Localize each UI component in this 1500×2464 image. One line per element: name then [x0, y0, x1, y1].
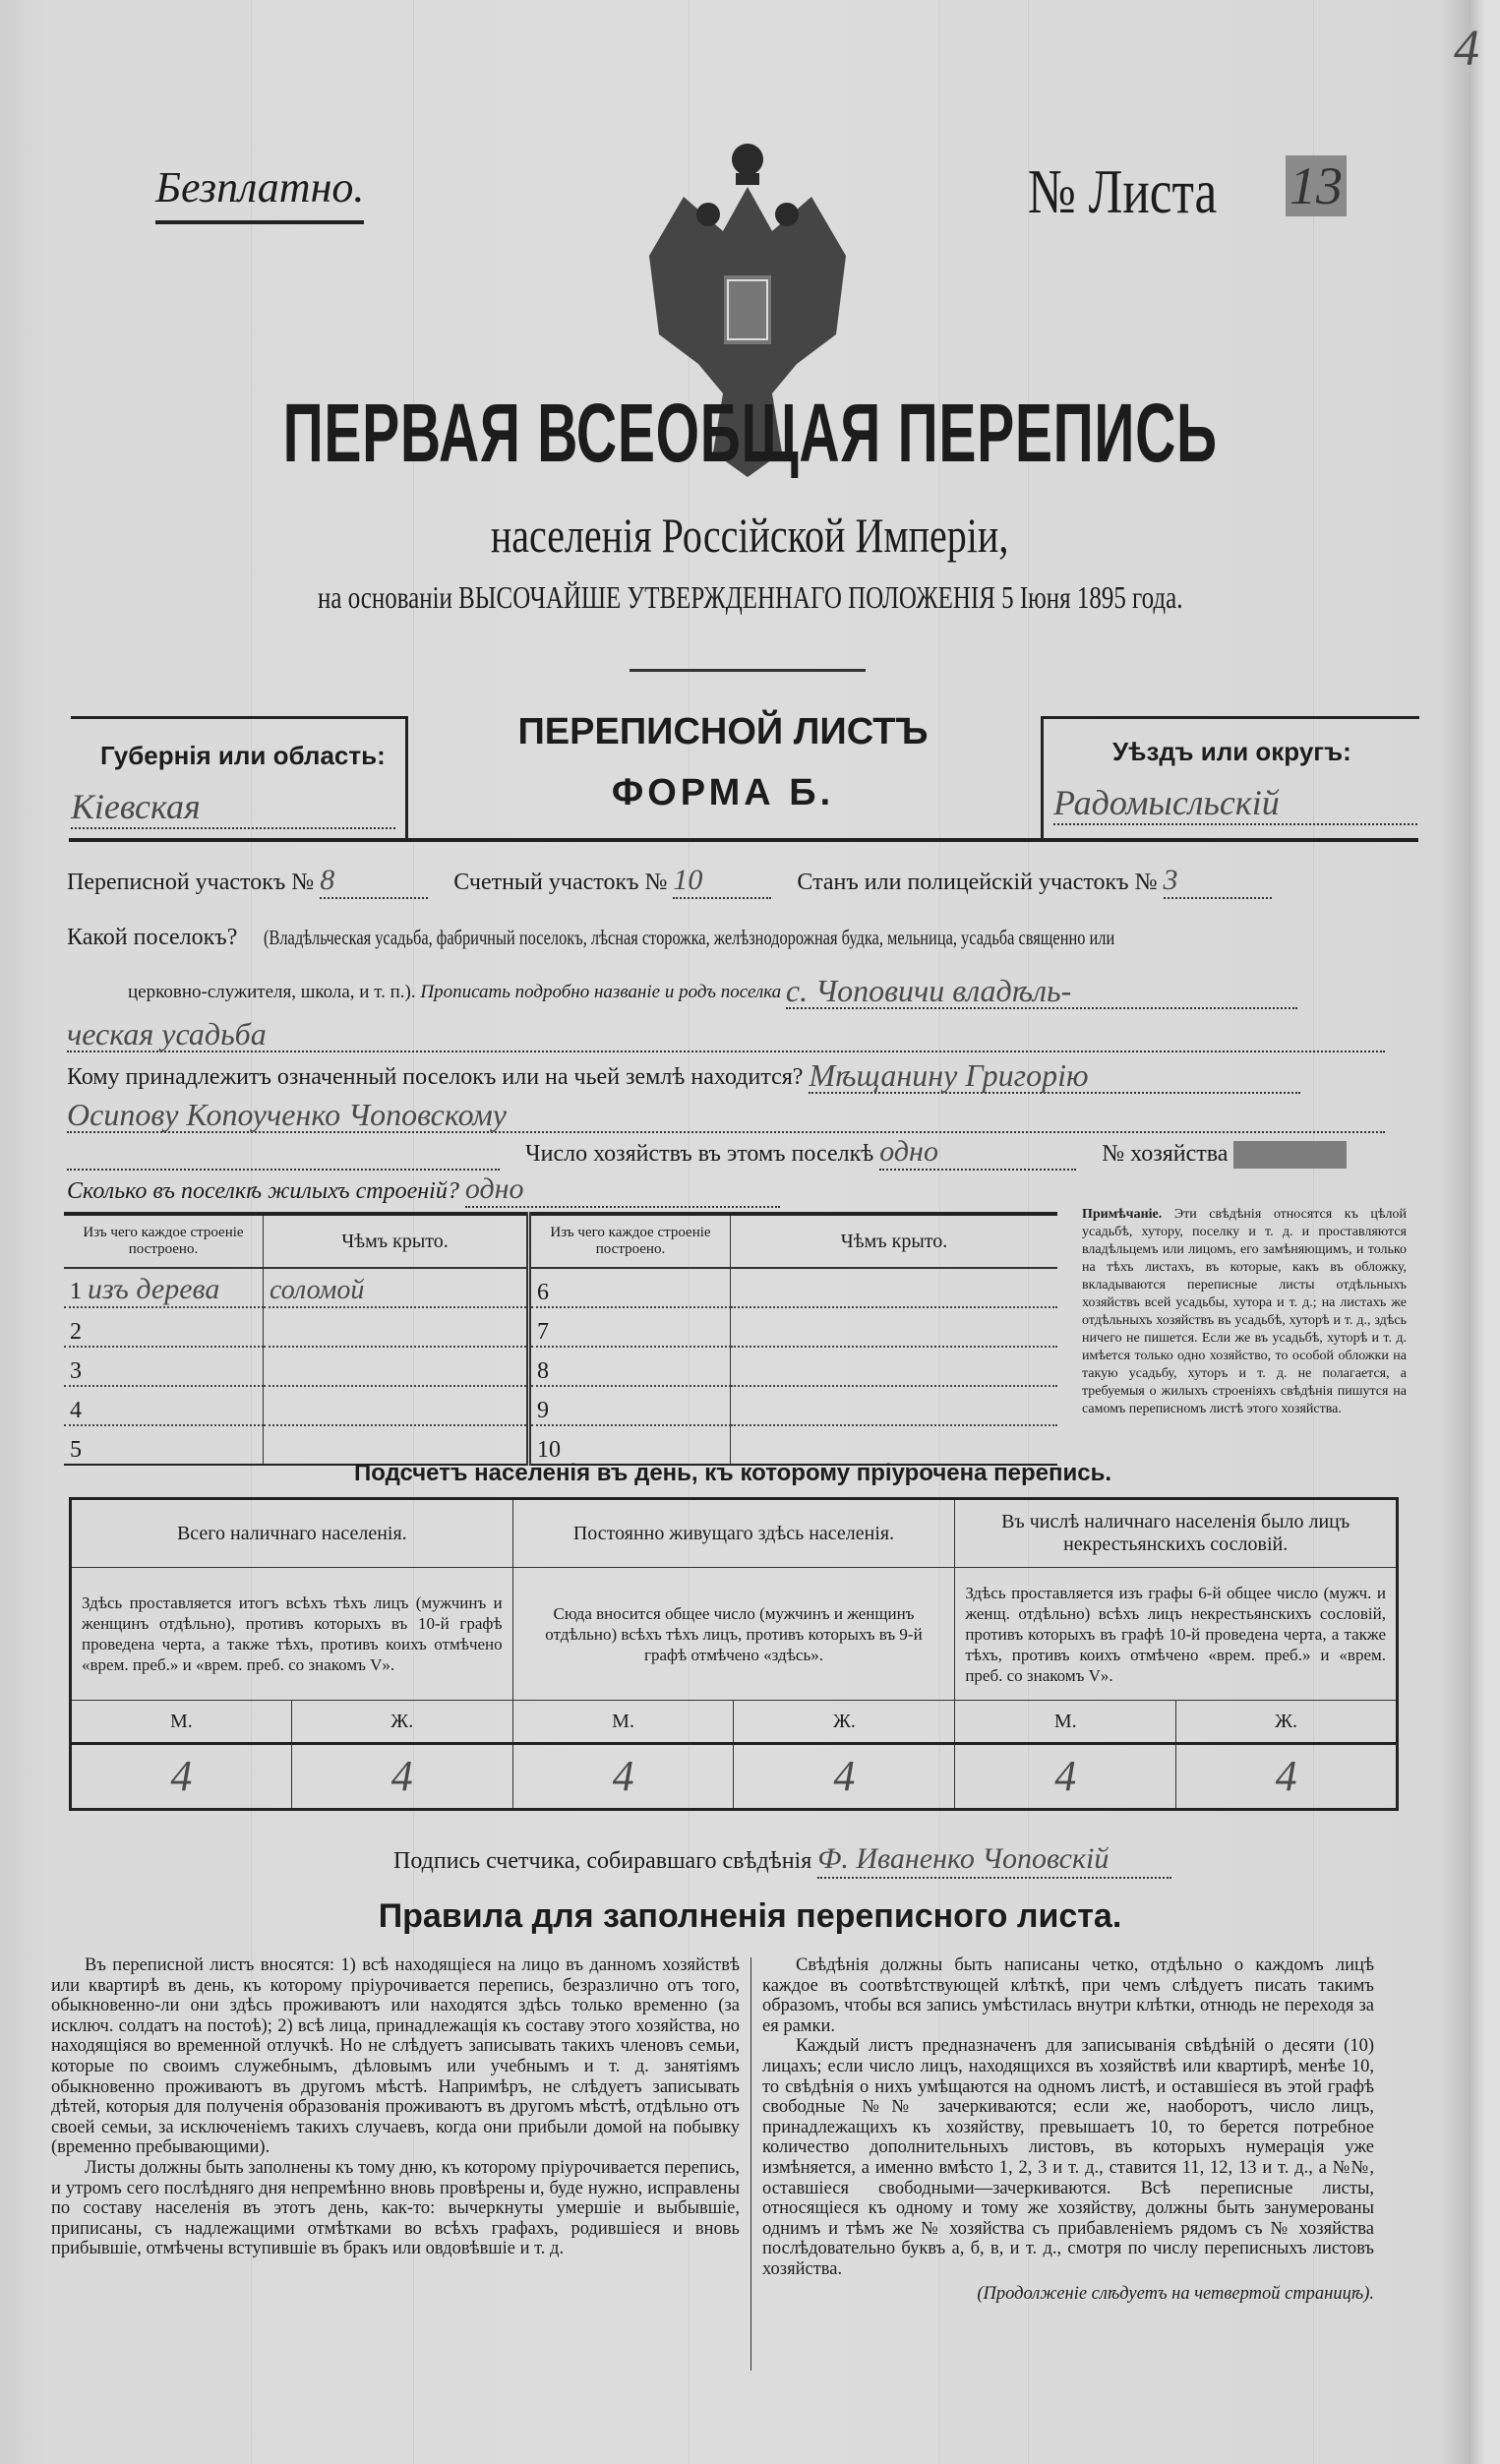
female-count: 4	[291, 1744, 512, 1810]
rules-paragraph: Въ переписной листъ вносятся: 1) всѣ находящіеся на лицо въ данномъ хозяйствѣ или квартирѣ въ день, къ которому пріурочивается перепись, безразлично отъ того, обыкновенно-ли они здѣсь проживаютъ или находятся здѣсь только временно (за исключ. солдатъ на постоѣ); 2) всѣ лица, принадлежащія къ составу этого хозяйства, но находящіяся во временной отлучкѣ. Но не слѣдуетъ записывать такихъ членовъ семьи, которые по своимъ служебнымъ, дѣловымъ или учебнымъ и т. д. занятіямъ обыкновенно проживаютъ въ другомъ мѣстѣ. Напримѣръ, не слѣдуетъ записывать дѣтей, которыя для полученія образованія проживаютъ въ другомъ мѣстѣ, отдѣльно отъ своей семьи, за исключеніемъ такихъ случаевъ, когда они прибыли домой на побывку (временно пребывающими).	[51, 1955, 740, 2158]
rules-paragraph: Свѣдѣнія должны быть написаны четко, отдѣльно о каждомъ лицѣ каждое въ соотвѣтствующей клѣткѣ, при чемъ слѣдуетъ писать такимъ образомъ, чтобы вся запись умѣстилась внутри клѣтки, отнюдь не переходя за ея рамки.	[762, 1955, 1374, 2036]
male-count: 4	[955, 1744, 1176, 1810]
female-header: Ж.	[291, 1701, 512, 1744]
rules-right-column	[762, 1955, 1374, 2304]
group-description: Здѣсь проставляется изъ графы 6-й общее число (мужч. и женщ. отдѣльно) всѣхъ лицъ некрестьянскихъ сословій, противъ которыхъ въ графѣ 10-й проведена черта, а также тѣхъ, противъ коихъ отмѣчено «врем. преб.» и «врем. преб. со знакомъ V».	[955, 1568, 1398, 1701]
gubernia-label: Губернія или область:	[100, 741, 386, 770]
row-number: 5	[64, 1425, 264, 1465]
male-header: М.	[71, 1701, 292, 1744]
row-number: 6	[529, 1268, 731, 1307]
group-description: Сюда вносится общее число (мужчинъ и женщинъ отдѣльно) всѣхъ тѣхъ лицъ, противъ которыхъ въ 9-й графѣ отмѣчено «здѣсь».	[512, 1568, 955, 1701]
settlement-row	[67, 921, 1115, 954]
settlement-row-2	[128, 974, 1297, 1007]
district-row	[67, 864, 1272, 897]
uezd-value: Радомысльскій	[1053, 782, 1417, 825]
owner-value-continued: Осипову Копоученко Чоповскому	[67, 1098, 1385, 1133]
population-title: Подсчетъ населенія въ день, къ которому пріурочена перепись.	[354, 1460, 1111, 1486]
table-row	[64, 1347, 1057, 1386]
row-number: 4	[64, 1386, 264, 1425]
female-count: 4	[734, 1744, 955, 1810]
settlement-label: Какой поселокъ?	[67, 925, 238, 950]
male-header: М.	[512, 1701, 734, 1744]
owner-label: Кому принадлежитъ означенный поселокъ или на чьей землѣ находится?	[67, 1064, 804, 1090]
divider	[69, 838, 1418, 842]
households-row	[67, 1135, 1347, 1169]
signature-row	[393, 1841, 1171, 1879]
building-material: изъ дерева	[88, 1273, 220, 1305]
settlement-row-3	[67, 1017, 1385, 1051]
table-row	[64, 1425, 1057, 1465]
settlement-instruction: Прописать подробно названіе и родъ поселка	[420, 982, 782, 1002]
household-number-redacted	[1233, 1141, 1347, 1169]
dwellings-label: Сколько въ поселкѣ жилыхъ строеній?	[67, 1178, 459, 1204]
row-number: 9	[529, 1386, 731, 1425]
corner-page-number: 4	[1454, 21, 1479, 77]
row-number: 3	[64, 1347, 264, 1386]
owner-value: Мѣщанину Григорію	[809, 1058, 1300, 1094]
dwellings-row	[67, 1172, 780, 1206]
settlement-value: с. Чоповичи владѣль-	[786, 974, 1297, 1009]
divider	[630, 669, 866, 672]
group-header: Въ числѣ наличнаго населенія было лицъ некрестьянскихъ сословій.	[955, 1499, 1398, 1568]
male-header: М.	[955, 1701, 1176, 1744]
households-value: одно	[879, 1135, 1076, 1171]
free-label: Безплатно.	[155, 162, 364, 224]
table-row	[64, 1386, 1057, 1425]
gubernia-value: Кіевская	[71, 786, 395, 829]
note	[1082, 1206, 1407, 1418]
population-table	[69, 1497, 1399, 1811]
rules-title: Правила для заполненія переписного листа.	[378, 1897, 1122, 1935]
table-row	[64, 1268, 1057, 1307]
continued-note: (Продолженіе слѣдуетъ на четвертой страницѣ).	[977, 2283, 1374, 2304]
female-count: 4	[1176, 1744, 1398, 1810]
row-number: 8	[529, 1347, 731, 1386]
column-header: Изъ чего каждое строеніе построено.	[64, 1214, 264, 1268]
signature-label: Подпись счетчика, собиравшаго свѣдѣнія	[393, 1848, 812, 1874]
rules-paragraph: Каждый листъ предназначенъ для записыванія свѣдѣній о десяти (10) лицахъ; если число лицъ, находящихся въ хозяйствѣ или квартирѣ, менѣе 10, то свѣдѣнія о нихъ умѣщаются на одномъ листѣ, и оставшіеся въ этой графѣ свободные №№ зачеркиваются; если же, наоборотъ, число лицъ, принадлежащихъ къ хозяйству, превышаетъ 10, то берется потребное количество дополнительныхъ листовъ, въ которыхъ нумерація уже измѣняется, а именно вмѣсто 1, 2, 3 и т. д., ставится 11, 12, 13 и т. д., а №№, оставшіеся свободными—зачеркиваются. Всѣ переписные листы, относящіеся къ одному и тому же хозяйству, должны быть занумерованы однимъ и тѣмъ же № хозяйства съ прибавленіемъ рядомъ съ № хозяйства послѣдовательно буквъ а, б, в, и т. д., смотря по числу переписныхъ листовъ хозяйства.	[762, 2036, 1374, 2279]
police-district-value: 3	[1164, 864, 1272, 899]
row-number: 2	[64, 1307, 264, 1347]
uezd-label: Уѣздъ или округъ:	[1112, 737, 1351, 766]
column-header: Чѣмъ крыто.	[731, 1214, 1058, 1268]
blank-line	[67, 1169, 500, 1171]
rules-left-column	[51, 1955, 740, 2259]
row-number: 1	[70, 1279, 82, 1304]
female-header: Ж.	[734, 1701, 955, 1744]
roof-material: соломой	[264, 1268, 529, 1307]
male-count: 4	[512, 1744, 734, 1810]
table-row	[64, 1307, 1057, 1347]
page-subtitle: населенія Россійской Имперіи,	[491, 508, 1009, 563]
dwellings-value: одно	[465, 1172, 780, 1208]
settlement-hint-2: церковно-служителя, школа, и т. п.).	[128, 982, 416, 1002]
owner-row-2	[67, 1098, 1385, 1131]
female-header: Ж.	[1176, 1701, 1398, 1744]
row-number: 7	[529, 1307, 731, 1347]
column-header: Чѣмъ крыто.	[264, 1214, 529, 1268]
form-subtitle: ФОРМА Б.	[611, 772, 835, 813]
legal-basis: на основаніи ВЫСОЧАЙШЕ УТВЕРЖДЕННАГО ПОЛОЖЕНІЯ 5 Іюня 1895 года.	[317, 579, 1183, 615]
sheet-number-field	[1028, 155, 1343, 228]
row-number: 10	[529, 1425, 731, 1465]
sheet-number-label: № Листа	[1028, 156, 1218, 226]
group-header: Постоянно живущаго здѣсь населенія.	[512, 1499, 955, 1568]
note-label: Примѣчаніе.	[1082, 1207, 1163, 1222]
police-district-label: Станъ или полицейскій участокъ №	[797, 870, 1158, 895]
household-number-label: № хозяйства	[1102, 1141, 1229, 1167]
rules-paragraph: Листы должны быть заполнены къ тому дню, къ которому пріурочивается перепись, и утромъ сего послѣдняго дня непремѣнно вновь провѣрены и, буде нужно, исправлены по составу населенія въ этотъ день, как-то: вычеркнуты умершіе и выбывшіе, приписаны, съ надлежащими отмѣтками во всѣхъ графахъ, родившіеся и вновь прибывшіе, отмѣчены вступившіе въ бракъ или овдовѣвшіе и т. д.	[51, 2157, 740, 2259]
group-description: Здѣсь проставляется итогъ всѣхъ тѣхъ лицъ (мужчинъ и женщинъ отдѣльно), противъ которыхъ въ 10-й графѣ проведена черта, а также тѣхъ, противъ коихъ отмѣчено «врем. преб.» и «врем. преб. со знакомъ V».	[71, 1568, 513, 1701]
households-label: Число хозяйствъ въ этомъ поселкѣ	[525, 1141, 874, 1167]
owner-row	[67, 1058, 1300, 1092]
gubernia-box	[71, 716, 408, 839]
form-title: ПЕРЕПИСНОЙ ЛИСТЪ	[517, 711, 929, 752]
note-text: Эти свѣдѣнія относятся къ цѣлой усадьбѣ, хутору, поселку и т. д. и проставляются владѣльцемъ или лицомъ, его замѣняющимъ, и только на тѣхъ листахъ, въ которые, какъ въ обложку, вкладываются переписные листы отдѣльныхъ хозяйствъ всей усадьбы, хутора и т. д.; на листахъ же отдѣльныхъ хозяйствъ въ усадьбѣ, хуторѣ и т. д., здѣсь ничего не пишется. Если же въ усадьбѣ, хуторѣ и т. д. имѣется только одно хозяйство, то особой обложки на такую усадьбу, хуторъ и т. д. не полагается, а требуемыя о жилыхъ строеніяхъ свѣдѣнія пишутся на самомъ переписномъ листѣ этого хозяйства.	[1082, 1207, 1408, 1416]
sheet-number-value: 13	[1286, 155, 1347, 216]
count-district-label: Счетный участокъ №	[453, 870, 668, 895]
count-district-value: 10	[673, 864, 771, 899]
column-divider	[750, 1957, 751, 2371]
settlement-value-continued: ческая усадьба	[67, 1017, 1385, 1052]
census-district-label: Переписной участокъ №	[67, 870, 315, 895]
group-header: Всего наличнаго населенія.	[71, 1499, 513, 1568]
page-title: ПЕРВАЯ ВСЕОБЩАЯ ПЕРЕПИСЬ	[282, 387, 1218, 479]
male-count: 4	[71, 1744, 292, 1810]
column-header: Изъ чего каждое строеніе построено.	[529, 1214, 731, 1268]
uezd-box	[1041, 716, 1419, 839]
buildings-table	[64, 1212, 1057, 1466]
settlement-hint: (Владѣльческая усадьба, фабричный поселокъ, лѣсная сторожка, желѣзнодорожная будка, мельница, усадьба священно или	[264, 926, 1115, 949]
enumerator-signature: Ф. Иваненко Чоповскій	[817, 1841, 1171, 1879]
census-district-value: 8	[320, 864, 428, 899]
